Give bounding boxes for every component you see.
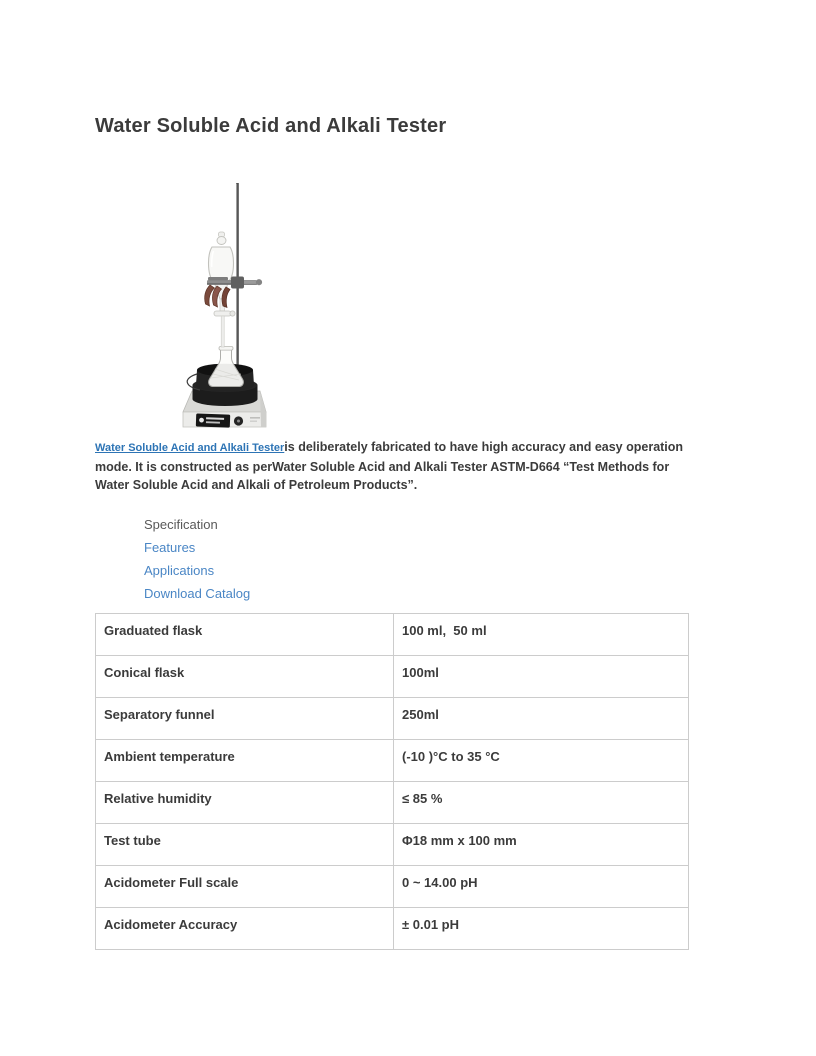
spec-value: 100ml (394, 655, 689, 697)
intro-paragraph (95, 438, 696, 495)
base-label-icon (196, 413, 230, 427)
spec-value: ≤ 85 % (394, 781, 689, 823)
spec-label: Relative humidity (96, 781, 394, 823)
specification-table (95, 613, 689, 950)
spec-label: Acidometer Accuracy (96, 907, 394, 949)
table-row (96, 697, 689, 739)
table-row (96, 865, 689, 907)
spec-label: Ambient temperature (96, 739, 394, 781)
spec-value: 100 ml, 50 ml (394, 613, 689, 655)
nav-item-features (144, 536, 715, 559)
nav-link-applications[interactable]: Applications (144, 562, 215, 578)
spec-value: 250ml (394, 697, 689, 739)
product-photo (160, 181, 310, 436)
spec-label: Test tube (96, 823, 394, 865)
table-row (96, 613, 689, 655)
spec-label: Graduated flask (96, 613, 394, 655)
nav-item-download-catalog (144, 582, 715, 605)
table-row (96, 739, 689, 781)
product-link[interactable]: Water Soluble Acid and Alkali Tester (95, 442, 285, 454)
spec-value: ± 0.01 pH (394, 907, 689, 949)
page-title: Water Soluble Acid and Alkali Tester (95, 115, 447, 137)
table-row (96, 655, 689, 697)
intro-text: is deliberately fabricated to have high accuracy and easy operation mode. It is constructed as perWater Soluble Acid and Alkali Tester ASTM-D664 “Test Methods for Water Soluble Acid and Alkali of Petroleum Products”. (95, 440, 684, 492)
nav-label-specification: Specification (144, 516, 218, 532)
table-row (96, 781, 689, 823)
spec-label: Separatory funnel (96, 697, 394, 739)
section-nav (144, 513, 715, 605)
spec-label: Conical flask (96, 655, 394, 697)
nav-item-specification (144, 513, 715, 536)
spec-value: (-10 )°C to 35 °C (394, 739, 689, 781)
nav-link-download-catalog[interactable]: Download Catalog (144, 585, 251, 601)
table-row (96, 823, 689, 865)
nav-item-applications (144, 559, 715, 582)
nav-link-features[interactable]: Features (144, 539, 196, 555)
spec-value: Φ18 mm x 100 mm (394, 823, 689, 865)
table-row (96, 907, 689, 949)
page-content (95, 114, 715, 950)
spec-value: 0 ~ 14.00 pH (394, 865, 689, 907)
burette-clamp-icon (205, 277, 262, 308)
spec-label: Acidometer Full scale (96, 865, 394, 907)
